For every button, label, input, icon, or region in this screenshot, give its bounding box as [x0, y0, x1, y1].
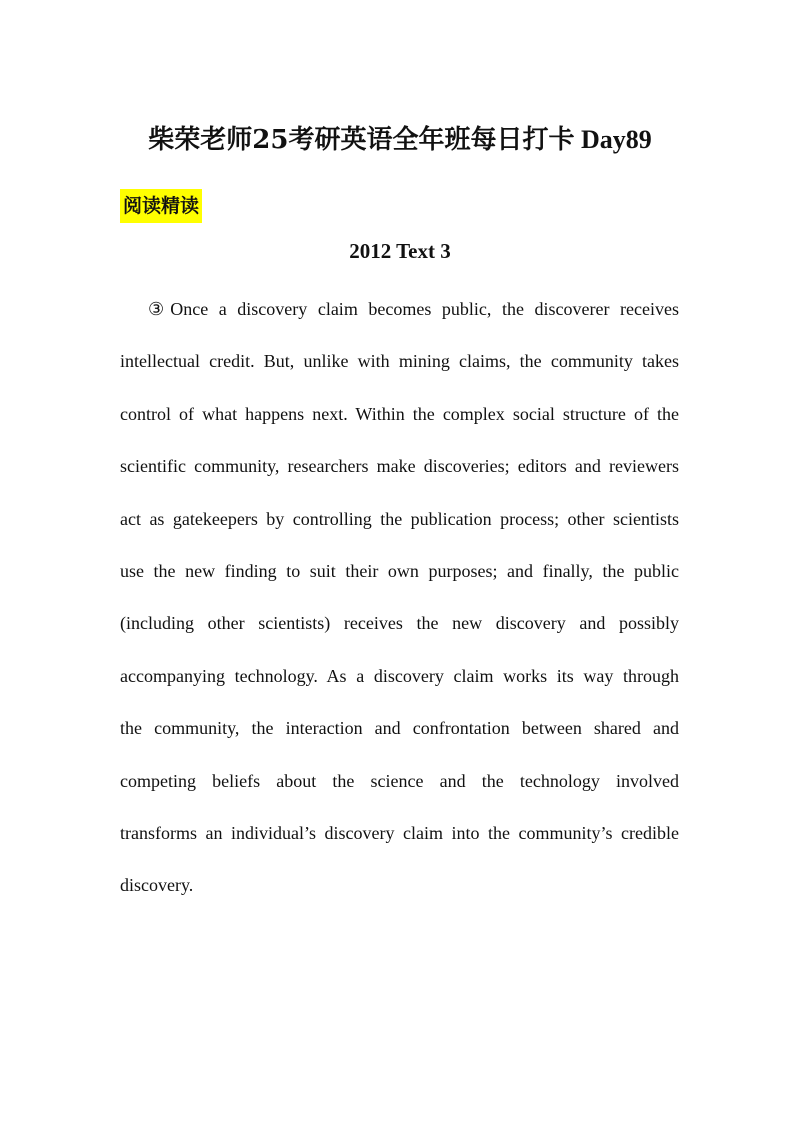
passage-line: (including other scientists) receives the new discovery and possibly	[120, 613, 679, 634]
passage-line: act as gatekeepers by controlling the publication process; other scientists	[120, 508, 679, 529]
passage-line: the community, the interaction and confrontation between shared and	[120, 718, 679, 739]
passage-line: discovery.	[120, 875, 194, 896]
passage-source-heading: 2012 Text 3	[349, 239, 451, 263]
passage-line: ③Once a discovery claim becomes public, the discoverer receives	[148, 299, 679, 319]
page-title	[0, 122, 800, 158]
passage-line: intellectual credit. But, unlike with mining claims, the community takes	[120, 351, 679, 372]
passage-line: transforms an individual’s discovery claim into the community’s credible	[120, 823, 679, 844]
section-label-highlight: 阅读精读	[120, 189, 202, 223]
page-title-day: Day89	[580, 125, 652, 154]
passage-line: control of what happens next. Within the complex social structure of the	[120, 403, 679, 424]
passage-line: scientific community, researchers make discoveries; editors and reviewers	[120, 456, 679, 477]
passage-paragraph	[120, 283, 679, 912]
page-title-chinese: 柴荣老师25考研英语全年班每日打卡	[148, 125, 575, 155]
passage-line: use the new finding to suit their own purposes; and finally, the public	[120, 561, 679, 582]
passage-line: accompanying technology. As a discovery claim works its way through	[120, 665, 679, 686]
passage-line: competing beliefs about the science and the technology involved	[120, 770, 679, 791]
